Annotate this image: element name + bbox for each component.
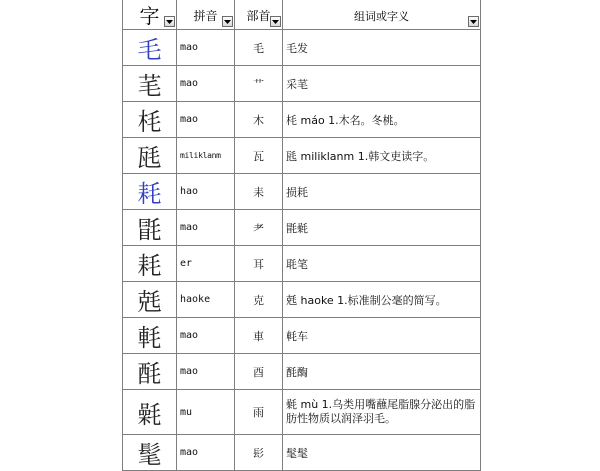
meaning-cell[interactable]: 兞 haoke 1.标准制公毫的简写。 xyxy=(283,282,481,318)
pinyin-cell[interactable]: mao xyxy=(177,318,235,354)
table-row[interactable] xyxy=(123,435,481,471)
dropdown-filter-icon[interactable] xyxy=(270,16,281,27)
header-row xyxy=(123,0,481,30)
meaning-cell[interactable]: 毷氉 xyxy=(283,210,481,246)
header-meaning-label: 组词或字义 xyxy=(354,10,409,23)
spreadsheet-area xyxy=(122,0,480,469)
character-cell[interactable]: 軞 xyxy=(123,318,177,354)
table-row[interactable] xyxy=(123,30,481,66)
dropdown-filter-icon[interactable] xyxy=(222,16,233,27)
header-meaning[interactable] xyxy=(283,0,481,30)
character-cell[interactable]: 瓱 xyxy=(123,138,177,174)
radical-cell[interactable]: 瓦 xyxy=(235,138,283,174)
character-cell[interactable]: 毷 xyxy=(123,210,177,246)
character-cell[interactable]: 兞 xyxy=(123,282,177,318)
radical-cell[interactable]: 車 xyxy=(235,318,283,354)
header-pinyin-label: 拼音 xyxy=(193,9,218,23)
pinyin-cell[interactable]: mao xyxy=(177,30,235,66)
pinyin-cell[interactable]: er xyxy=(177,246,235,282)
dropdown-filter-icon[interactable] xyxy=(468,16,479,27)
table-row[interactable] xyxy=(123,282,481,318)
character-cell[interactable]: 毛 xyxy=(123,30,177,66)
character-cell[interactable]: 氉 xyxy=(123,390,177,435)
dropdown-filter-icon[interactable] xyxy=(164,16,175,27)
meaning-cell[interactable]: 髦髦 xyxy=(283,435,481,471)
character-cell[interactable]: 耗 xyxy=(123,246,177,282)
meaning-cell[interactable]: 軞车 xyxy=(283,318,481,354)
pinyin-cell[interactable]: miliklanm xyxy=(177,138,235,174)
character-cell[interactable]: 耗 xyxy=(123,174,177,210)
meaning-cell[interactable]: 瓱 miliklanm 1.韩文吏读字。 xyxy=(283,138,481,174)
pinyin-cell[interactable]: hao xyxy=(177,174,235,210)
header-character[interactable] xyxy=(123,0,177,30)
radical-cell[interactable]: 耂 xyxy=(235,210,283,246)
character-cell[interactable]: 髦 xyxy=(123,435,177,471)
header-character-label: 字 xyxy=(139,4,160,28)
radical-cell[interactable]: 髟 xyxy=(235,435,283,471)
meaning-cell[interactable]: 毦笔 xyxy=(283,246,481,282)
header-pinyin[interactable] xyxy=(177,0,235,30)
header-radical-label: 部首 xyxy=(246,9,271,23)
table-row[interactable] xyxy=(123,138,481,174)
pinyin-cell[interactable]: mu xyxy=(177,390,235,435)
radical-cell[interactable]: 克 xyxy=(235,282,283,318)
radical-cell[interactable]: 木 xyxy=(235,102,283,138)
character-table xyxy=(122,0,481,471)
table-row[interactable] xyxy=(123,354,481,390)
table-row[interactable] xyxy=(123,318,481,354)
table-row[interactable] xyxy=(123,390,481,435)
meaning-cell[interactable]: 枆 máo 1.木名。冬桃。 xyxy=(283,102,481,138)
radical-cell[interactable]: 耳 xyxy=(235,246,283,282)
character-cell[interactable]: 酕 xyxy=(123,354,177,390)
radical-cell[interactable]: 酉 xyxy=(235,354,283,390)
table-row[interactable] xyxy=(123,102,481,138)
table-row[interactable] xyxy=(123,174,481,210)
radical-cell[interactable]: 雨 xyxy=(235,390,283,435)
radical-cell[interactable]: 艹 xyxy=(235,66,283,102)
meaning-cell[interactable]: 酕醄 xyxy=(283,354,481,390)
character-cell[interactable]: 枆 xyxy=(123,102,177,138)
radical-cell[interactable]: 毛 xyxy=(235,30,283,66)
pinyin-cell[interactable]: mao xyxy=(177,102,235,138)
pinyin-cell[interactable]: mao xyxy=(177,435,235,471)
table-row[interactable] xyxy=(123,66,481,102)
table-row[interactable] xyxy=(123,246,481,282)
pinyin-cell[interactable]: mao xyxy=(177,210,235,246)
radical-cell[interactable]: 耒 xyxy=(235,174,283,210)
pinyin-cell[interactable]: haoke xyxy=(177,282,235,318)
meaning-cell[interactable]: 氉 mù 1.乌类用嘴蘸尾脂腺分泌出的脂肪性物质以润泽羽毛。 xyxy=(283,390,481,435)
table-row[interactable] xyxy=(123,210,481,246)
meaning-cell[interactable]: 采芼 xyxy=(283,66,481,102)
meaning-cell[interactable]: 毛发 xyxy=(283,30,481,66)
pinyin-cell[interactable]: mao xyxy=(177,354,235,390)
header-radical[interactable] xyxy=(235,0,283,30)
meaning-cell[interactable]: 损耗 xyxy=(283,174,481,210)
character-cell[interactable]: 芼 xyxy=(123,66,177,102)
pinyin-cell[interactable]: mao xyxy=(177,66,235,102)
